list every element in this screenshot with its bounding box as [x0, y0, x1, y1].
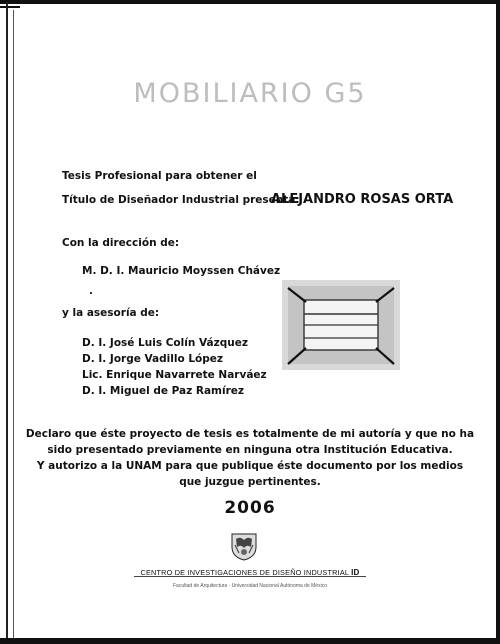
unam-shield-icon	[229, 531, 259, 561]
advisor-item: D. I. Jorge Vadillo López	[82, 353, 223, 365]
advisor-item: D. I. José Luis Colín Vázquez	[82, 337, 248, 349]
declaration-line: Y autorizo a la UNAM para que publique éste documento por los medios	[36, 460, 464, 472]
direction-label: Con la dirección de:	[62, 237, 180, 249]
declaration-line: Declaro que éste proyecto de tesis es totalmente de mi autoría y que no ha	[25, 428, 475, 440]
thesis-line-1: Tesis Profesional para obtener el	[62, 170, 257, 182]
furniture-drawing-icon	[282, 280, 400, 370]
thesis-line-2: Título de Diseñador Industrial presenta:	[62, 194, 300, 206]
scan-edge-bottom	[0, 638, 500, 644]
declaration-line: que juzgue pertinentes.	[179, 476, 321, 488]
page-title: MOBILIARIO G5	[133, 78, 367, 109]
director-name: M. D. I. Mauricio Moyssen Chávez	[82, 265, 281, 277]
institution-mark: ID	[351, 568, 360, 577]
advisor-item: Lic. Enrique Navarrete Narváez	[82, 369, 267, 381]
faculty-name: Facultad de Arquitectura · Universidad Nacional Autónoma de México	[173, 583, 327, 589]
thesis-year: 2006	[224, 498, 276, 518]
institution-name	[0, 568, 500, 577]
scan-mark	[0, 6, 20, 8]
declaration-line: sido presentado previamente en ninguna otra Institución Educativa.	[47, 444, 453, 456]
scan-speck	[90, 292, 92, 294]
advisory-label: y la asesoría de:	[62, 307, 160, 319]
advisor-item: D. I. Miguel de Paz Ramírez	[82, 385, 245, 397]
institution-name-text: CENTRO DE INVESTIGACIONES DE DISEÑO INDUSTRIAL	[140, 568, 349, 577]
author-name: ALEJANDRO ROSAS ORTA	[271, 192, 454, 207]
scan-edge-top	[0, 0, 500, 4]
